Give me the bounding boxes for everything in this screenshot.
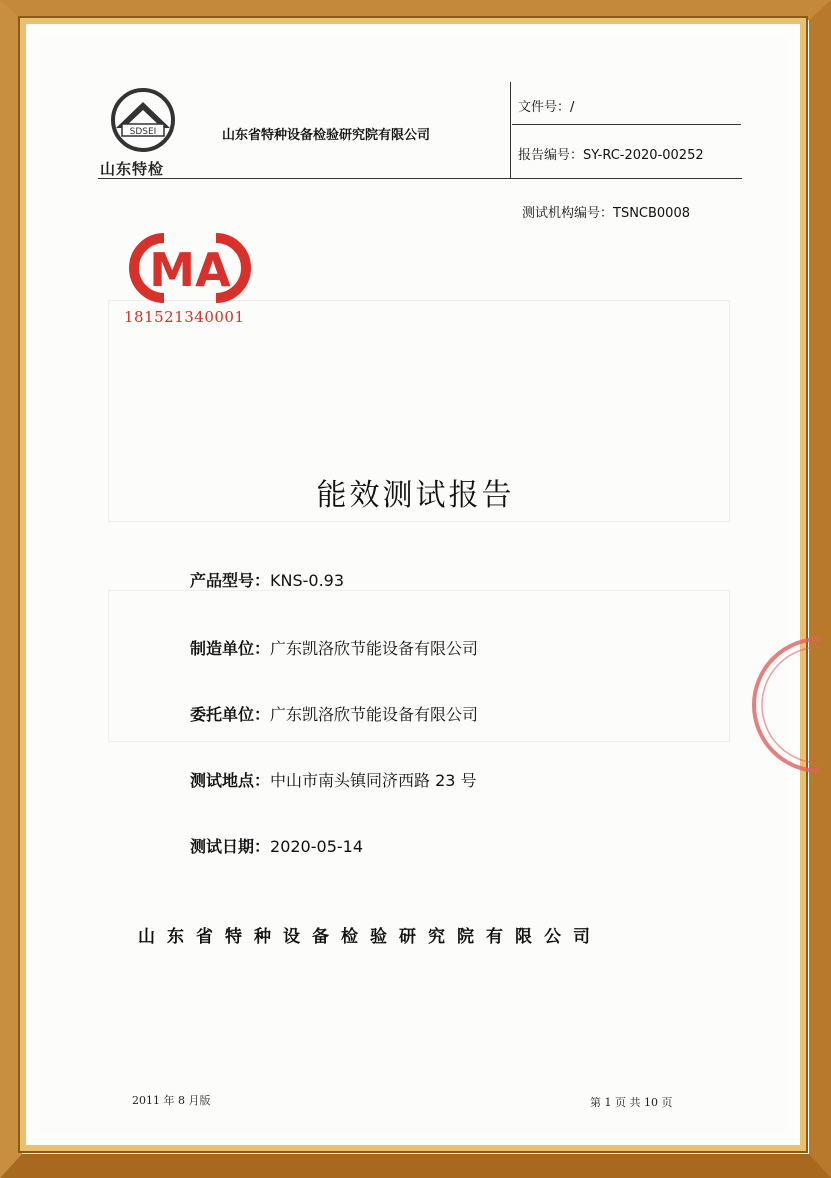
field-value: 广东凯洛欣节能设备有限公司 xyxy=(270,639,479,658)
edition-date: 2011 年 8 月版 xyxy=(132,1094,211,1107)
field-label: 制造单位： xyxy=(190,639,271,658)
footer-company-name: 山东省特种设备检验研究院有限公司 xyxy=(138,927,602,947)
cma-certification-mark-icon xyxy=(124,232,256,304)
logo-text: 山东特检 xyxy=(100,160,165,178)
file-number: 文件号：/ xyxy=(518,100,575,115)
testing-org-number: 测试机构编号：TSNCB0008 xyxy=(522,206,690,221)
field-value: 2020-05-14 xyxy=(270,837,363,856)
header-divider xyxy=(98,178,742,179)
header-divider xyxy=(510,82,511,178)
field-label: 委托单位： xyxy=(190,705,271,724)
field-label: 测试日期： xyxy=(190,837,271,856)
cma-number: 181521340001 xyxy=(124,308,245,326)
svg-text:MA: MA xyxy=(149,243,231,297)
report-title: 能效测试报告 xyxy=(316,478,515,513)
field-test-location xyxy=(190,768,477,791)
field-label: 产品型号： xyxy=(190,571,271,590)
report-number: 报告编号：SY-RC-2020-00252 xyxy=(518,148,704,163)
field-label: 测试地点： xyxy=(190,771,271,790)
field-value: KNS-0.93 xyxy=(270,571,345,590)
field-value: 中山市南头镇同济西路 23 号 xyxy=(270,771,477,790)
field-manufacturer xyxy=(190,636,478,659)
svg-text:SDSEI: SDSEI xyxy=(129,127,157,137)
field-value: 广东凯洛欣节能设备有限公司 xyxy=(270,705,479,724)
field-product-model xyxy=(190,568,344,591)
header-divider xyxy=(512,124,741,125)
page-number: 第 1 页 共 10 页 xyxy=(590,1096,673,1109)
field-test-date xyxy=(190,834,363,857)
field-client xyxy=(190,702,478,725)
official-seal-icon xyxy=(740,630,820,780)
header-company-name: 山东省特种设备检验研究院有限公司 xyxy=(222,128,431,143)
